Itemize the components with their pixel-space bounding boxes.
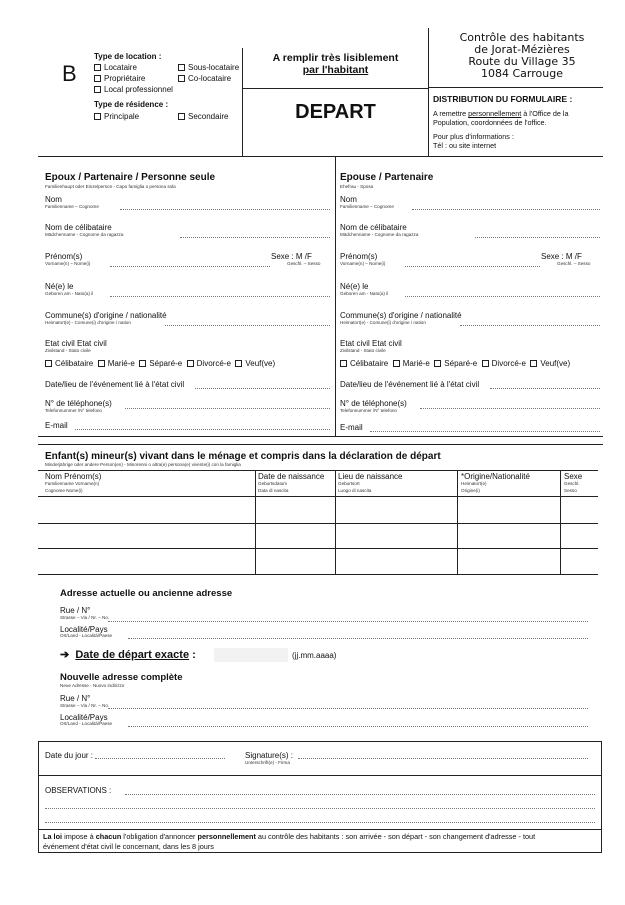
- checkbox-icon[interactable]: [482, 360, 489, 367]
- col-date-naissance-sub: Geburtsdatum: [258, 481, 288, 486]
- col-origine-sub2: Origine(i): [461, 488, 480, 493]
- residence-type-label: Type de résidence :: [94, 100, 169, 109]
- current-rue-label: Rue / N°: [60, 606, 91, 615]
- children-title-sub: Minderjährige oder andere Person(en) - Minorenni o altra(e) persona(e) vivente(i) con la famiglia: [45, 462, 241, 467]
- right-prenoms-sub: Vorname(n) – Nome(i): [340, 261, 386, 266]
- right-commune-label: Commune(s) d'origine / nationalité: [340, 311, 462, 320]
- right-option-veuf[interactable]: Veuf(ve): [530, 359, 570, 368]
- col-date-naissance: Date de naissance: [258, 472, 325, 481]
- right-option-divorce[interactable]: Divorcé-e: [482, 359, 526, 368]
- left-nom-field[interactable]: [120, 209, 330, 210]
- left-commune-label: Commune(s) d'origine / nationalité: [45, 311, 167, 320]
- observations-top-rule: [38, 775, 602, 776]
- option-co-locataire[interactable]: Co-locataire: [178, 75, 231, 83]
- fill-instruction-line2: par l'habitant: [302, 64, 369, 76]
- observations-line-2[interactable]: [45, 808, 595, 809]
- left-person-title-sub: Familienhaupt oder Einzelperson - Capo famiglia o persona sola: [45, 184, 176, 189]
- new-localite-field[interactable]: [128, 726, 588, 727]
- left-commune-sub: Heimatort(e) - Comune(i) d'origine / nation: [45, 320, 131, 325]
- office-line-2: de Jorat-Mézières: [474, 43, 570, 56]
- new-rue-label: Rue / N°: [60, 694, 91, 703]
- checkbox-icon[interactable]: [235, 360, 242, 367]
- right-date-lieu-label: Date/lieu de l'événement lié à l'état civil: [340, 380, 480, 389]
- office-line-4: 1084 Carrouge: [481, 67, 563, 80]
- checkbox-icon[interactable]: [393, 360, 400, 367]
- arrow-right-icon: ➔: [60, 649, 70, 661]
- col-nom-prenoms-sub: Familienname Vorname(n): [45, 481, 100, 486]
- left-option-divorce[interactable]: Divorcé-e: [187, 359, 231, 368]
- col-sexe-sub2: Sesso: [564, 488, 577, 493]
- right-option-separe[interactable]: Séparé-e: [434, 359, 477, 368]
- col-origine: *Origine/Nationalité: [461, 472, 530, 481]
- right-sexe-label[interactable]: Sexe : M /F: [541, 252, 582, 261]
- right-nee-field[interactable]: [405, 296, 600, 297]
- right-etat-civil-sub: Zivilstand - Stato civile: [340, 348, 386, 353]
- left-option-separe[interactable]: Séparé-e: [139, 359, 182, 368]
- header-divider-right: [428, 28, 429, 156]
- location-type-label: Type de location :: [94, 52, 162, 61]
- right-prenoms-label: Prénom(s): [340, 252, 378, 261]
- right-nom-celibataire-field[interactable]: [475, 237, 600, 238]
- checkbox-icon[interactable]: [98, 360, 105, 367]
- left-telephone-field[interactable]: [125, 408, 330, 409]
- col-nom-prenoms-sub2: Cognome Nome(i): [45, 488, 83, 493]
- departure-date-label: Date de départ exacte: [75, 649, 190, 661]
- left-etat-options: [45, 360, 275, 368]
- observations-line-1[interactable]: [125, 794, 595, 795]
- header-bottom-rule: [38, 156, 603, 157]
- office-line-3: Route du Village 35: [468, 55, 576, 68]
- right-nom-celibataire-sub: Mädchenname - Cognome da ragazza: [340, 232, 419, 237]
- left-nom-celibataire-field[interactable]: [180, 237, 330, 238]
- info-text-2: Tél : ou site internet: [433, 141, 497, 150]
- children-top-rule: [38, 444, 603, 445]
- left-option-celibataire[interactable]: Célibataire: [45, 359, 93, 368]
- left-nom-celibataire-sub: Mädchenname - Cognome da ragazza: [45, 232, 124, 237]
- left-email-field[interactable]: [75, 429, 330, 430]
- col-sexe: Sexe: [564, 472, 583, 481]
- distribution-title: DISTRIBUTION DU FORMULAIRE :: [433, 94, 573, 104]
- checkbox-icon[interactable]: [178, 64, 185, 71]
- col-lieu-naissance-sub: Geburtsort: [338, 481, 360, 486]
- left-option-marie[interactable]: Marié-e: [98, 359, 135, 368]
- left-nom-label: Nom: [45, 195, 62, 204]
- option-secondaire[interactable]: Secondaire: [178, 113, 228, 121]
- office-rule: [428, 87, 603, 88]
- col-nom-prenoms: Nom Prénom(s): [45, 472, 102, 481]
- new-address-title: Nouvelle adresse complète: [60, 672, 183, 683]
- checkbox-icon[interactable]: [178, 75, 185, 82]
- right-commune-field[interactable]: [460, 325, 600, 326]
- right-etat-options: [340, 360, 570, 368]
- right-nom-celibataire-label: Nom de célibataire: [340, 223, 407, 232]
- current-address-title: Adresse actuelle ou ancienne adresse: [60, 588, 233, 599]
- header-rule: [242, 88, 428, 89]
- current-localite-field[interactable]: [128, 638, 588, 639]
- children-header-top-rule: [38, 470, 598, 471]
- new-localite-label: Localité/Pays: [60, 713, 108, 722]
- form-title: DEPART: [295, 101, 376, 123]
- right-nee-sub: Geboren am - Nato(a) il: [340, 291, 389, 296]
- person-column-divider: [335, 156, 336, 436]
- checkbox-icon[interactable]: [94, 64, 101, 71]
- option-principale[interactable]: Principale: [94, 113, 139, 121]
- current-rue-sub: Strasse – Via / Nr. – No.: [60, 615, 110, 620]
- new-rue-sub: Strasse – Via / Nr. – No.: [60, 703, 110, 708]
- departure-date-row: ➔ Date de départ exacte :: [60, 649, 196, 661]
- legal-notice-line-1: La loi impose à chacun l'obligation d'annoncer personnellement au contrôle des habitants : son arrivée - son départ - son changement d'adresse - tout: [43, 832, 536, 841]
- left-nom-celibataire-label: Nom de célibataire: [45, 223, 112, 232]
- date-du-jour-label: Date du jour :: [45, 751, 94, 760]
- right-sexe-sub: Geschl. – Sesso: [557, 261, 591, 266]
- checkbox-icon[interactable]: [94, 86, 101, 93]
- fill-instruction-line1: A remplir très lisiblement: [272, 52, 399, 64]
- checkbox-icon[interactable]: [139, 360, 146, 367]
- right-person-title: Epouse / Partenaire: [340, 172, 434, 183]
- col-origine-sub: Heimatort(e): [461, 481, 487, 486]
- left-sexe-sub: Geschl. – Sesso: [287, 261, 321, 266]
- checkbox-icon[interactable]: [94, 113, 101, 120]
- person-section-bottom-rule: [38, 436, 603, 437]
- col-lieu-naissance: Lieu de naissance: [338, 472, 403, 481]
- left-telephone-sub: Telefonnummer /N° telefono: [45, 408, 102, 413]
- right-date-lieu-field[interactable]: [490, 388, 600, 389]
- children-title: Enfant(s) mineur(s) vivant dans le ménage et compris dans la déclaration de départ: [45, 451, 441, 462]
- departure-date-format: (jj.mm.aaaa): [292, 651, 337, 660]
- right-nom-field[interactable]: [412, 209, 600, 210]
- signature-field[interactable]: [298, 758, 588, 759]
- right-nom-label: Nom: [340, 195, 357, 204]
- left-person-title: Epoux / Partenaire / Personne seule: [45, 172, 216, 183]
- children-row-3[interactable]: [38, 574, 598, 575]
- option-locataire[interactable]: Locataire: [94, 64, 137, 72]
- left-nom-sub: Familienname – Cognome: [45, 204, 99, 209]
- legal-notice-line-2: événement d'état civil le concernant, dans les 8 jours: [43, 842, 214, 851]
- children-header-bottom-rule: [38, 496, 598, 497]
- office-line-1: Contrôle des habitants: [459, 31, 585, 44]
- left-etat-civil-label: Etat civil Etat civil: [45, 339, 107, 348]
- left-option-veuf[interactable]: Veuf(ve): [235, 359, 275, 368]
- left-etat-civil-sub: Zivilstand - Stato civile: [45, 348, 91, 353]
- distribution-text-1: A remettre personnellement à l'Office de la: [433, 109, 569, 118]
- option-proprietaire[interactable]: Propriétaire: [94, 75, 145, 83]
- right-prenoms-field[interactable]: [405, 266, 540, 267]
- right-email-field[interactable]: [370, 431, 600, 432]
- children-row-1[interactable]: [38, 523, 598, 524]
- checkbox-icon[interactable]: [187, 360, 194, 367]
- right-nee-label: Né(e) le: [340, 282, 369, 291]
- option-sous-locataire[interactable]: Sous-locataire: [178, 64, 239, 72]
- current-localite-sub: Ort/Land - Località/Paese: [60, 633, 113, 638]
- right-person-title-sub: Ehefrau - Sposa: [340, 184, 374, 189]
- right-option-marie[interactable]: Marié-e: [393, 359, 430, 368]
- left-nee-label: Né(e) le: [45, 282, 74, 291]
- observations-label: OBSERVATIONS :: [45, 786, 112, 795]
- left-prenoms-sub: Vorname(n) – Nome(i): [45, 261, 91, 266]
- checkbox-icon[interactable]: [45, 360, 52, 367]
- signature-sub: Unterschrift(e) - Firma: [245, 760, 290, 765]
- right-telephone-field[interactable]: [420, 408, 600, 409]
- col-lieu-naissance-sub2: Luogo di nascita: [338, 488, 372, 493]
- left-sexe-label[interactable]: Sexe : M /F: [271, 252, 312, 261]
- current-localite-label: Localité/Pays: [60, 625, 108, 634]
- current-rue-field[interactable]: [108, 621, 588, 622]
- checkbox-icon[interactable]: [94, 75, 101, 82]
- left-nee-sub: Geboren am - Nato(a) il: [45, 291, 94, 296]
- right-commune-sub: Heimatort(e) - Comune(i) d'origine / nation: [340, 320, 426, 325]
- checkbox-icon[interactable]: [434, 360, 441, 367]
- left-date-lieu-field[interactable]: [195, 388, 330, 389]
- checkbox-icon[interactable]: [178, 113, 185, 120]
- right-telephone-label: N° de téléphone(s): [340, 399, 407, 408]
- option-local-professionnel[interactable]: Local professionnel: [94, 86, 173, 94]
- col-date-naissance-sub2: Data di nascita: [258, 488, 289, 493]
- left-date-lieu-label: Date/lieu de l'événement lié à l'état civil: [45, 380, 185, 389]
- left-telephone-label: N° de téléphone(s): [45, 399, 112, 408]
- checkbox-icon[interactable]: [530, 360, 537, 367]
- right-option-celibataire[interactable]: Célibataire: [340, 359, 388, 368]
- departure-date-input[interactable]: [214, 648, 288, 662]
- date-du-jour-field[interactable]: [95, 758, 225, 759]
- observations-line-3[interactable]: [45, 822, 595, 823]
- left-nee-field[interactable]: [110, 296, 330, 297]
- info-text-1: Pour plus d'informations :: [433, 132, 514, 141]
- new-rue-field[interactable]: [108, 708, 588, 709]
- new-address-title-sub: Neue Adresse - Nuovo indirizzo: [60, 683, 125, 688]
- left-prenoms-field[interactable]: [110, 266, 270, 267]
- distribution-text-2: Population, coordonnées de l'office.: [433, 118, 547, 127]
- right-email-label: E-mail: [340, 423, 363, 432]
- children-row-2[interactable]: [38, 548, 598, 549]
- right-etat-civil-label: Etat civil Etat civil: [340, 339, 402, 348]
- form-letter-b: B: [62, 61, 77, 86]
- new-localite-sub: Ort/Land - Località/Paese: [60, 721, 113, 726]
- checkbox-icon[interactable]: [340, 360, 347, 367]
- left-email-label: E-mail: [45, 421, 68, 430]
- right-telephone-sub: Telefonnummer /N° telefono: [340, 408, 397, 413]
- signature-label: Signature(s) :: [245, 751, 294, 760]
- right-nom-sub: Familienname – Cognome: [340, 204, 394, 209]
- col-sexe-sub: Geschl.: [564, 481, 580, 486]
- left-prenoms-label: Prénom(s): [45, 252, 83, 261]
- legal-top-rule: [38, 829, 602, 830]
- left-commune-field[interactable]: [165, 325, 330, 326]
